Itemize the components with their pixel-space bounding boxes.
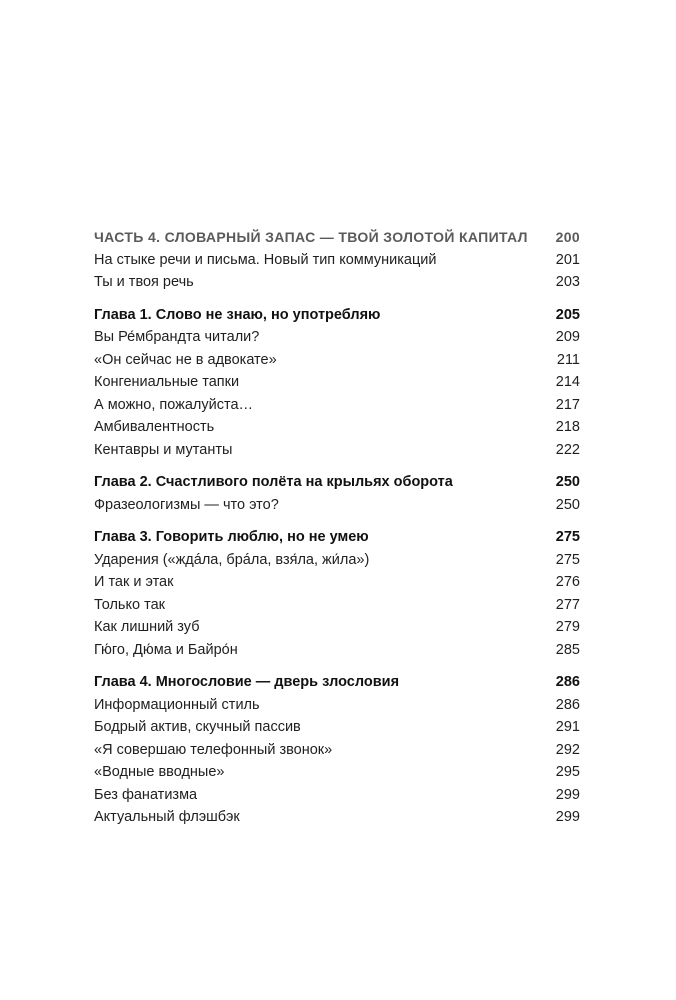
toc-entry-title: Бодрый актив, скучный пассив (94, 719, 301, 735)
toc-chapter-title: Глава 4. Многословие — дверь злословия (94, 674, 400, 690)
toc-page-number: 285 (555, 641, 580, 658)
toc-chapter-heading[interactable] (94, 526, 580, 549)
toc-page-number: 201 (555, 251, 580, 268)
toc-entry-title: «Он сейчас не в адвокате» (94, 351, 277, 368)
toc-page-number: 295 (555, 764, 580, 780)
toc-page-number: 250 (555, 496, 580, 513)
toc-page-number: 222 (555, 441, 580, 458)
toc-page-number: 217 (555, 396, 580, 413)
toc-entry-title: Гю́го, Дю́ма и Байро́н (94, 641, 238, 658)
toc-page-number: 286 (555, 696, 580, 713)
toc-entry-title: Информационный стиль (94, 696, 260, 713)
toc-entry[interactable] (94, 494, 580, 517)
toc-entry[interactable] (94, 439, 580, 462)
toc-page-number: 203 (555, 274, 580, 290)
toc-entry-title: Без фанатизма (94, 786, 198, 803)
toc-entry-title: А можно, пожалуйста… (94, 396, 254, 413)
toc-chapter-heading[interactable] (94, 471, 580, 494)
section-gap (94, 516, 580, 526)
toc-entry[interactable] (94, 349, 580, 372)
toc-chapter-title: Глава 2. Счастливого полёта на крыльях оборота (94, 474, 453, 490)
section-gap (94, 461, 580, 471)
toc-entry-title: «Водные вводные» (94, 764, 225, 780)
toc-page-number: 205 (555, 306, 580, 323)
toc-entry-title: Конгениальные тапки (94, 374, 240, 390)
toc-entry[interactable] (94, 716, 580, 739)
toc-page-number: 275 (555, 551, 580, 568)
toc-entry-title: Ты и твоя речь (94, 274, 194, 290)
toc-part-title: ЧАСТЬ 4. СЛОВАРНЫЙ ЗАПАС — ТВОЙ ЗОЛОТОЙ КАПИТАЛ (94, 229, 528, 245)
toc-entry-title: Кентавры и мутанты (94, 441, 233, 458)
toc-page-number: 276 (555, 574, 580, 590)
section-gap (94, 661, 580, 671)
toc-chapter-title: Глава 1. Слово не знаю, но употребляю (94, 306, 381, 323)
toc-entry[interactable] (94, 784, 580, 807)
toc-page-number: 218 (555, 419, 580, 435)
toc-page-number: 286 (555, 674, 580, 690)
toc-page-number: 279 (555, 619, 580, 635)
toc-entry-title: Актуальный флэшбэк (94, 809, 240, 825)
toc-page-number: 299 (555, 786, 580, 803)
toc-page-number: 200 (555, 229, 580, 245)
section-gap (94, 294, 580, 304)
table-of-contents (94, 226, 580, 829)
toc-page-number: 214 (555, 374, 580, 390)
toc-part-heading[interactable] (94, 226, 580, 249)
toc-entry[interactable] (94, 394, 580, 417)
toc-page-number: 211 (556, 351, 580, 368)
toc-chapter-heading[interactable] (94, 671, 580, 694)
toc-entry[interactable] (94, 594, 580, 617)
toc-entry-title: Только так (94, 596, 165, 613)
toc-page-number: 250 (555, 474, 580, 490)
toc-entry[interactable] (94, 571, 580, 594)
toc-page-number: 209 (555, 329, 580, 345)
toc-entry[interactable] (94, 371, 580, 394)
toc-chapter-heading[interactable] (94, 304, 580, 327)
toc-entry-title: Ударения («ждáла, брáла, взя́ла, жи́ла») (94, 551, 370, 568)
toc-entry-title: Как лишний зуб (94, 619, 200, 635)
toc-chapter-title: Глава 3. Говорить люблю, но не умею (94, 529, 369, 545)
toc-entry-title: Вы Ре́мбрандта читали? (94, 329, 260, 345)
toc-page-number: 277 (555, 596, 580, 613)
toc-page-number: 299 (555, 809, 580, 825)
toc-entry[interactable] (94, 249, 580, 272)
toc-page-number: 291 (555, 719, 580, 735)
toc-entry-title: И так и этак (94, 574, 174, 590)
toc-entry-title: «Я совершаю телефонный звонок» (94, 741, 333, 758)
toc-entry-title: Фразеологизмы — что это? (94, 496, 279, 513)
toc-page-number: 275 (555, 529, 580, 545)
toc-entry[interactable] (94, 616, 580, 639)
toc-entry[interactable] (94, 549, 580, 572)
toc-entry[interactable] (94, 739, 580, 762)
toc-entry[interactable] (94, 416, 580, 439)
toc-entry-title: На стыке речи и письма. Новый тип коммуникаций (94, 251, 437, 268)
toc-entry[interactable] (94, 271, 580, 294)
toc-entry[interactable] (94, 639, 580, 662)
toc-entry[interactable] (94, 326, 580, 349)
toc-entry[interactable] (94, 761, 580, 784)
toc-entry[interactable] (94, 694, 580, 717)
toc-entry[interactable] (94, 806, 580, 829)
toc-page-number: 292 (555, 741, 580, 758)
toc-entry-title: Амбивалентность (94, 419, 215, 435)
